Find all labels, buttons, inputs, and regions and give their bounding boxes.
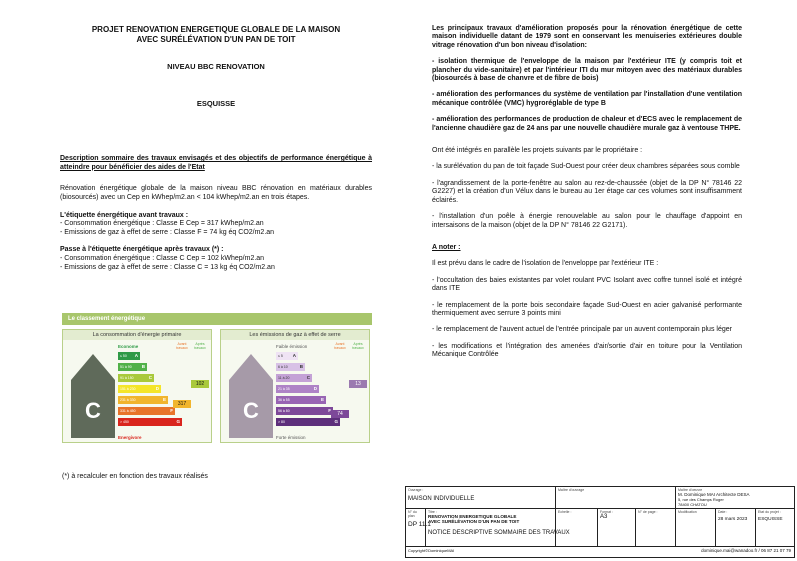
tb-ouvrage-value: MAISON INDIVIDUELLE: [408, 496, 475, 502]
owner-project-window: - l'agrandissement de la porte-fenêtre au salon au rez-de-chaussée (objet de la DP N° 78146 22 G2227) et la création d'un Vélux dans le bureau au 1er étage car ces volumes sont insuffisamment éclairés.: [432, 179, 742, 204]
tb-format: Format : A3: [598, 509, 636, 547]
work-item-insulation: - isolation thermique de l'enveloppe de la maison par l'extérieur ITE (y compris toit et plancher du vide-sanitaire) et par l'intérieur ITI du mur mitoyen avec des matériaux durables (biosourcés à base de chanvre et de fibre de bois): [432, 58, 742, 83]
ges-class-range: ≤ 5: [278, 354, 283, 358]
owner-projects-intro: Ont été intégrés en parallèle les projets suivants par le propriétaire :: [432, 147, 643, 155]
tb-moe-city: 78400 CHATOU: [678, 502, 707, 507]
tb-moa: Maître d'ouvrage: [556, 487, 676, 509]
tb-page: N° de page :: [636, 509, 676, 547]
project-title-line1: PROJET RENOVATION ENERGETIQUE GLOBALE DE LA MAISON: [91, 25, 341, 34]
energy-class-range: ≤ 50: [120, 354, 127, 358]
ges-panel: [220, 329, 370, 443]
energy-class-range: 51 à 90: [120, 365, 132, 369]
title-block: [405, 486, 795, 558]
project-title: [60, 25, 372, 45]
ges-class-letter: B: [299, 364, 303, 369]
energy-col-before: Avant travaux: [176, 342, 188, 350]
tb-title: Titre : RENOVATION ENERGETIQUE GLOBALE AVEC SURÉLÉVATION D'UN PAN DE TOIT NOTICE DESCRIPTIVE SOMMAIRE DES TRAVAUX: [426, 509, 556, 547]
note-intro: Il est prévu dans le cadre de l'isolation de l'enveloppe par l'extérieur ITE :: [432, 260, 659, 268]
tb-title-line1: RENOVATION ENERGETIQUE GLOBALE: [428, 514, 517, 519]
left-column: [60, 25, 372, 272]
after-line1: - Consommation énergétique : Classe C Cep = 102 kWhep/m2.an: [60, 254, 265, 262]
tb-notice: NOTICE DESCRIPTIVE SOMMAIRE DES TRAVAUX: [428, 530, 570, 536]
energy-class-f: [118, 407, 175, 415]
before-line2: - Emissions de gaz à effet de serre : Classe F = 74 kg éq CO2/m2.an: [60, 228, 275, 236]
energy-bottom-label: Energivore: [118, 435, 142, 440]
tb-format-value: A3: [600, 514, 608, 520]
ges-class-f: [276, 407, 333, 415]
ges-class-range: 11 à 20: [278, 376, 290, 380]
energy-panel-title: La consommation d'énergie primaire: [63, 330, 211, 340]
energy-col-after: Après travaux: [194, 342, 206, 350]
ges-class-b: [276, 363, 305, 371]
tb-doc-number: N° du plan DP 11.1: [406, 509, 426, 547]
tb-date: Date : 28 mars 2023: [716, 509, 756, 547]
tb-moe-name: M. Dominique MAI Architecte DESA: [678, 492, 750, 497]
energy-class-range: 151 à 230: [120, 387, 136, 391]
owner-project-roof: - la surélévation du pan de toit façade Sud-Ouest pour créer deux chambres séparées sous comble: [432, 163, 740, 171]
work-item-ventilation: - amélioration des performances du système de ventilation par l'installation d'une ventilation mécanique contrôlée (VMC) hygroréglable de type B: [432, 91, 742, 107]
ges-class-c: [276, 374, 312, 382]
energy-class-letter: G: [176, 419, 180, 424]
energy-class-letter: E: [162, 397, 166, 402]
works-intro: Les principaux travaux d'amélioration proposés pour la rénovation énergétique de cette maison individuelle datant de 1979 sont en conservant les menuiseries extérieures double vitrage rénovation d'un bon niveau d'isolation:: [432, 25, 742, 49]
energy-class-letter: C: [148, 375, 152, 380]
after-block: [60, 246, 372, 272]
tb-contact: dominique.mai@wanadoo.fr / 06 87 21 07 79: [701, 548, 791, 553]
tb-status-value: ESQUISSE: [758, 517, 783, 522]
after-line2: - Emissions de gaz à effet de serre : Classe C = 13 kg éq CO2/m2.an: [60, 263, 275, 271]
svg-text:C: C: [243, 398, 259, 423]
ges-class-letter: C: [306, 375, 310, 380]
tb-modif: Modification: [676, 509, 716, 547]
energy-before-value: 317: [173, 400, 191, 408]
energy-class-range: > 450: [120, 420, 129, 424]
energy-class-range: 91 à 150: [120, 376, 134, 380]
intro-paragraph: Rénovation énergétique globale de la maison niveau BBC rénovation en matériaux durables (biosourcés) avec un Cep en kWhep/m2.an < 104 kWhep/m2.an en trois étapes.: [60, 185, 372, 201]
ges-class-g: [276, 418, 340, 426]
ges-after-value: 13: [349, 380, 367, 388]
energy-class-e: [118, 396, 168, 404]
svg-text:C: C: [85, 398, 101, 423]
note-title: A noter :: [432, 243, 461, 251]
energy-class-letter: A: [134, 353, 138, 358]
energy-class-letter: B: [141, 364, 145, 369]
tb-status: Etat du projet : ESQUISSE: [756, 509, 794, 547]
energy-label-header: Le classement énergétique: [62, 313, 372, 325]
energy-class-range: 231 à 330: [120, 398, 136, 402]
energy-class-letter: F: [170, 408, 173, 413]
ges-class-range: 6 à 10: [278, 365, 288, 369]
work-item-heating: - amélioration des performances de production de chaleur et d'ECS avec le remplacement de l'ancienne chaudière gaz de 24 ans par une nouvelle chaudière murale gaz à ventouse THPE.: [432, 116, 742, 132]
note-item-awning: - le remplacement de l'auvent actuel de l'entrée principale par un auvent contemporain plus léger: [432, 326, 732, 334]
before-line1: - Consommation énergétique : Classe E Cep = 317 kWhep/m2.an: [60, 220, 264, 228]
ges-class-range: > 80: [278, 420, 285, 424]
energy-class-g: [118, 418, 182, 426]
ges-class-letter: G: [334, 419, 338, 424]
energy-class-d: [118, 385, 161, 393]
ges-before-value: 74: [331, 410, 349, 418]
ges-class-letter: F: [328, 408, 331, 413]
owner-project-stove: - l'installation d'un poêle à énergie renouvelable au salon pour le chauffage d'appoint en intersaisons de la maison (objet de la DP N° 78146 22 G2171).: [432, 213, 742, 229]
ges-class-letter: A: [292, 353, 296, 358]
ges-class-a: [276, 352, 298, 360]
stage-label: ESQUISSE: [196, 98, 236, 108]
tb-moe-address: 5, rue des Champs Roger: [678, 497, 724, 502]
tb-title-line2: AVEC SURÉLÉVATION D'UN PAN DE TOIT: [428, 519, 520, 524]
ges-class-letter: D: [313, 386, 317, 391]
ges-class-range: 56 à 80: [278, 409, 290, 413]
tb-scale: Echelle :: [556, 509, 598, 547]
note-item-door: - le remplacement de la porte bois secondaire façade Sud-Ouest en acier galvanisé performante thermiquement avec serrure 3 points mini: [432, 301, 742, 317]
ges-panel-title: Les émissions de gaz à effet de serre: [221, 330, 369, 340]
section-title: Description sommaire des travaux envisagés et des objectifs de performance énergétique à atteindre pour bénéficier des aides de l'Etat: [60, 155, 372, 171]
ges-class-e: [276, 396, 326, 404]
ges-class-range: 36 à 55: [278, 398, 290, 402]
before-block: [60, 212, 372, 238]
energy-class-c: [118, 374, 154, 382]
project-title-line2: AVEC SURÉLÉVATION D'UN PAN DE TOIT: [136, 35, 296, 44]
level-label: NIVEAU BBC RENOVATION: [167, 62, 265, 71]
energy-panel: [62, 329, 212, 443]
energy-after-value: 102: [191, 380, 209, 388]
ges-col-before: Avant travaux: [334, 342, 346, 350]
energy-class-a: [118, 352, 140, 360]
before-title: L'étiquette énergétique avant travaux :: [60, 211, 189, 219]
energy-label-graphic: [62, 313, 372, 445]
ges-top-label: Faible émission: [276, 344, 308, 349]
footnote: (*) à recalculer en fonction des travaux réalisés: [62, 473, 208, 480]
energy-class-letter: D: [155, 386, 159, 391]
ges-class-range: 21 à 35: [278, 387, 290, 391]
ges-col-after: Après travaux: [352, 342, 364, 350]
tb-copyright: Copyright©DominiqueMAI: [408, 548, 455, 553]
note-item-vents: - les modifications et l'intégration des amenées d'air/sortie d'air en toiture pour la Ventilation Mécanique Contrôlée: [432, 342, 742, 359]
tb-date-value: 28 mars 2023: [718, 517, 748, 522]
note-item-shutters: - l'occultation des baies existantes par volet roulant PVC Isolant avec coffre tunnel isolé et intégré dans ITE: [432, 276, 742, 293]
right-column: [432, 25, 742, 360]
ges-class-d: [276, 385, 319, 393]
tb-moe: Maître d'oeuvre M. Dominique MAI Architecte DESA 5, rue des Champs Roger 78400 CHATOU: [676, 487, 794, 509]
tb-ouvrage: Ouvrage : MAISON INDIVIDUELLE: [406, 487, 556, 509]
ges-bottom-label: Forte émission: [276, 435, 306, 440]
ges-class-letter: E: [320, 397, 324, 402]
energy-top-label: Econome: [118, 344, 139, 349]
energy-class-b: [118, 363, 147, 371]
after-title: Passe à l'étiquette énergétique après travaux (*) :: [60, 246, 224, 254]
energy-class-range: 331 à 450: [120, 409, 136, 413]
tb-doc-number-value: DP 11.1: [408, 521, 431, 528]
